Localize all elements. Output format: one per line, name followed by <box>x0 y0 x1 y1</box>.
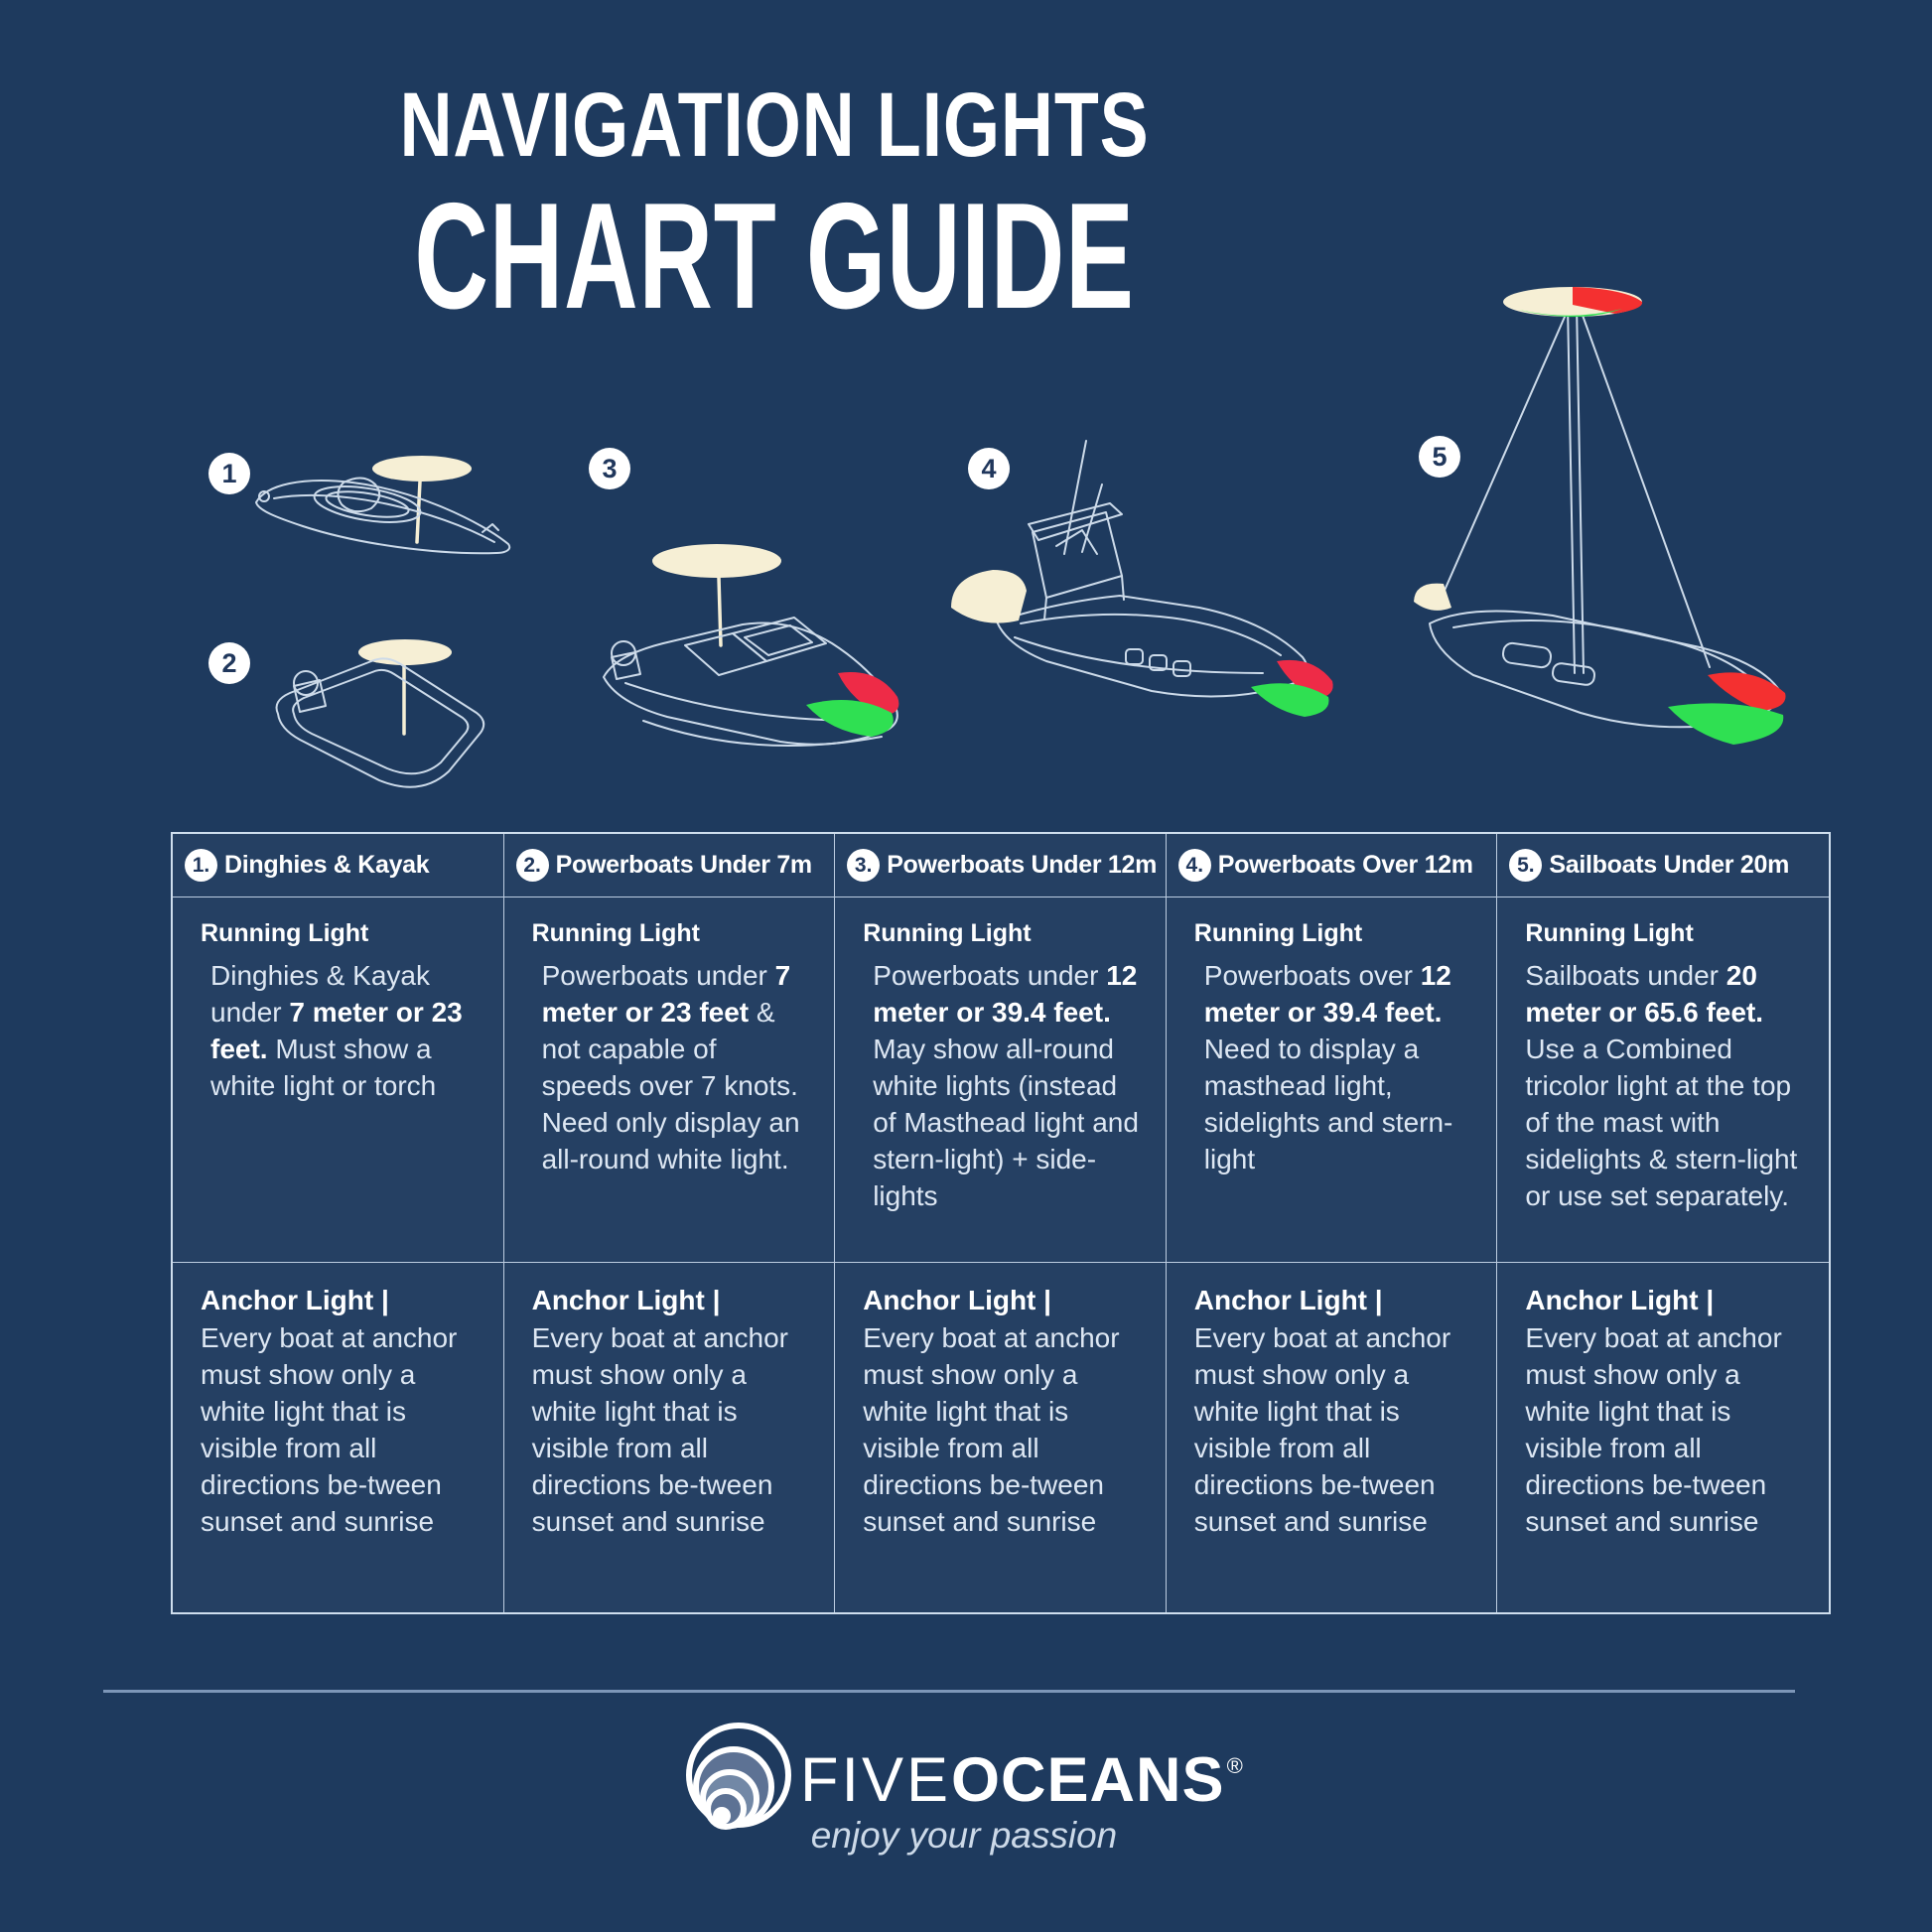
running-light-cell-5 <box>1497 897 1829 1263</box>
brand-five: FIVE <box>800 1745 952 1815</box>
footer-divider <box>103 1690 1795 1693</box>
registered-mark: ® <box>1226 1753 1243 1778</box>
anchor-light-heading: Anchor Light | <box>1193 1285 1383 1315</box>
running-light-heading: Running Light <box>531 919 700 947</box>
anchor-light-heading: Anchor Light | <box>863 1285 1051 1315</box>
powerboat-under-12m-illustration <box>586 526 928 819</box>
column-title: Powerboats Under 7m <box>555 851 812 879</box>
column-title: Powerboats Over 12m <box>1217 851 1473 879</box>
kayak-illustration <box>248 447 516 591</box>
boat-number-badge-1: 1 <box>208 453 250 494</box>
column-title: Powerboats Under 12m <box>887 851 1158 879</box>
boat-number-badge-2: 2 <box>208 642 250 684</box>
powerboat-over-12m-illustration <box>935 425 1362 743</box>
column-title: Dinghies & Kayak <box>224 851 430 879</box>
brand-name <box>800 1745 1243 1815</box>
boat-number-badge-4: 4 <box>968 448 1010 489</box>
anchor-light-cell-5 <box>1497 1263 1829 1612</box>
five-oceans-wordmark <box>800 1745 1243 1857</box>
column-header-sailboats <box>1497 834 1829 897</box>
anchor-light-cell-2 <box>504 1263 836 1612</box>
brand-oceans: OCEANS <box>951 1745 1225 1815</box>
column-number-badge: 1. <box>185 849 217 882</box>
column-header-dinghies <box>173 834 504 897</box>
anchor-light-text: Every boat at anchor must show only a white light that is visible from all directions be-tween sunset and sunrise <box>531 1322 788 1537</box>
title-block <box>0 73 1549 344</box>
running-light-text: Powerboats over 12 meter or 39.4 feet. Need to display a masthead light, sidelights and stern-light <box>1203 960 1453 1174</box>
anchor-light-heading: Anchor Light | <box>201 1285 389 1315</box>
sailboat-illustration <box>1402 256 1799 767</box>
anchor-light-text: Every boat at anchor must show only a white light that is visible from all directions be-tween sunset and sunrise <box>863 1322 1120 1537</box>
running-light-heading: Running Light <box>1525 919 1694 947</box>
running-light-text: Dinghies & Kayak under 7 meter or 23 feet. Must show a white light or torch <box>210 960 463 1101</box>
column-number-badge: 3. <box>847 849 880 882</box>
dinghy-illustration <box>254 628 502 812</box>
column-header-powerboats-over-12m <box>1167 834 1498 897</box>
running-light-text: Sailboats under 20 meter or 65.6 feet. Use a Combined tricolor light at the top of the mast with sidelights & stern-light or use set separately. <box>1525 960 1798 1211</box>
column-number-badge: 2. <box>516 849 549 882</box>
anchor-light-text: Every boat at anchor must show only a white light that is visible from all directions be-tween sunset and sunrise <box>1525 1322 1782 1537</box>
running-light-text: Powerboats under 7 meter or 23 feet & not capable of speeds over 7 knots. Need only display an all-round white light. <box>541 960 800 1174</box>
anchor-light-text: Every boat at anchor must show only a white light that is visible from all directions be-tween sunset and sunrise <box>1193 1322 1451 1537</box>
boat-number-badge-5: 5 <box>1419 436 1460 478</box>
anchor-light-cell-1 <box>173 1263 504 1612</box>
running-light-heading: Running Light <box>201 919 369 947</box>
column-header-powerboats-under-7m <box>504 834 836 897</box>
all-round-white-light <box>652 544 781 578</box>
title-line-2: CHART GUIDE <box>414 172 1135 341</box>
anchor-light-heading: Anchor Light | <box>531 1285 721 1315</box>
running-light-heading: Running Light <box>863 919 1032 947</box>
running-light-cell-2 <box>504 897 836 1263</box>
boat-number-badge-3: 3 <box>589 448 630 489</box>
running-light-cell-3 <box>835 897 1167 1263</box>
column-header-powerboats-under-12m <box>835 834 1167 897</box>
all-round-white-light <box>372 456 472 482</box>
light-pole <box>719 578 721 645</box>
anchor-light-text: Every boat at anchor must show only a white light that is visible from all directions be-tween sunset and sunrise <box>201 1322 458 1537</box>
navigation-lights-table <box>171 832 1831 1614</box>
tricolor-masthead-light <box>1503 287 1642 317</box>
column-title: Sailboats Under 20m <box>1549 851 1789 879</box>
running-light-cell-1 <box>173 897 504 1263</box>
anchor-light-cell-3 <box>835 1263 1167 1612</box>
column-number-badge: 5. <box>1509 849 1542 882</box>
running-light-cell-4 <box>1167 897 1498 1263</box>
masthead-white-light <box>951 570 1027 623</box>
running-light-heading: Running Light <box>1193 919 1363 947</box>
running-light-text: Powerboats under 12 meter or 39.4 feet. May show all-round white lights (instead of Masthead light and stern-light) + side-lights <box>873 960 1139 1211</box>
title-line-1: NAVIGATION LIGHTS <box>399 74 1150 176</box>
five-oceans-logo-icon <box>683 1714 794 1851</box>
column-number-badge: 4. <box>1178 849 1211 882</box>
anchor-light-cell-4 <box>1167 1263 1498 1612</box>
anchor-light-heading: Anchor Light | <box>1525 1285 1715 1315</box>
brand-tagline: enjoy your passion <box>810 1815 1118 1857</box>
